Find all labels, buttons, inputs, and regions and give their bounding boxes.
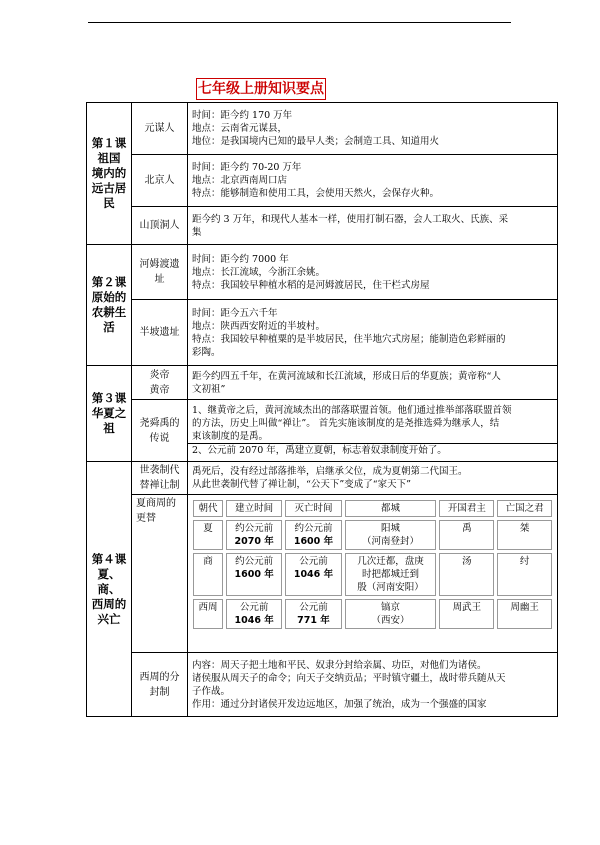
table-row — [87, 495, 558, 653]
content-banpo: 时间：距今五六千年 地点：陕西西安附近的半坡村。 特点：我国较早种植粟的是半坡居民，住半地穴式房屋；能制造色彩鲜丽的 彩陶。 — [188, 300, 558, 366]
table-row — [87, 207, 558, 245]
dynasty-row-shang — [193, 553, 552, 596]
founded-time: 公元前 1046 年 — [226, 599, 282, 629]
table-row — [87, 245, 558, 300]
table-row — [87, 155, 558, 207]
header-rule — [88, 22, 511, 23]
header-founded: 建立时间 — [226, 500, 282, 517]
dynasty-name: 西周 — [193, 599, 223, 629]
knowledge-table — [86, 102, 558, 717]
table-row — [87, 653, 558, 717]
topic-yandi-huangdi: 炎帝 黄帝 — [132, 366, 188, 400]
topic-yuanmou: 元谋人 — [132, 103, 188, 155]
content-yandi-huangdi: 距今约四五千年，在黄河流域和长江流域，形成日后的华夏族；黄帝称“人 文初祖” — [188, 366, 558, 400]
last-ruler: 纣 — [497, 553, 552, 596]
header-dynasty: 朝代 — [193, 500, 223, 517]
page-title: 七年级上册知识要点 — [196, 78, 326, 100]
topic-hemudu: 河姆渡遗 址 — [132, 245, 188, 300]
fell-time: 公元前 771 年 — [285, 599, 341, 629]
founded-time: 约公元前 1600 年 — [226, 553, 282, 596]
content-beijing: 时间：距今约 70-20 万年 地点：北京西南周口店 特点：能够制造和使用工具，会使用天然火，会保存火种。 — [188, 155, 558, 207]
dynasty-table — [190, 497, 555, 632]
table-row — [87, 300, 558, 366]
header-founder: 开国君主 — [439, 500, 494, 517]
last-ruler: 桀 — [497, 520, 552, 550]
content-hemudu: 时间：距今约 7000 年 地点：长江流域，今浙江余姚。 特点：我国较早种植水稻的是河姆渡居民，住干栏式房屋 — [188, 245, 558, 300]
lesson-2-label: 第２课 原始的 农耕生 活 — [87, 245, 132, 366]
dynasty-row-xia — [193, 520, 552, 550]
dynasty-name: 商 — [193, 553, 223, 596]
content-hereditary: 禹死后，没有经过部落推举，启继承父位，成为夏朝第二代国王。 从此世袭制代替了禅让制，“公天下”变成了“家天下” — [188, 462, 558, 495]
founder: 汤 — [439, 553, 494, 596]
founder: 禹 — [439, 520, 494, 550]
content-yao-shun-yu: 1、继黄帝之后，黄河流域杰出的部落联盟首领。他们通过推举部落联盟首领 的方法，历史上叫做“禅让”。 首先实施该制度的是尧推选舜为继承人，结 束该制度的是禹。 2、公元前 2070 年，禹建立夏朝，标志着奴隶制度开始了。 — [188, 400, 558, 462]
capital: 镐京 （西安） — [345, 599, 437, 629]
topic-dynasty-succession: 夏商周的 更替 — [132, 495, 188, 653]
fell-time: 约公元前 1600 年 — [285, 520, 341, 550]
topic-hereditary: 世袭制代 替禅让制 — [132, 462, 188, 495]
last-ruler: 周幽王 — [497, 599, 552, 629]
header-capital: 都城 — [345, 500, 437, 517]
capital: 阳城 （河南登封） — [345, 520, 437, 550]
founded-time: 约公元前 2070 年 — [226, 520, 282, 550]
content-fengjian: 内容：周天子把土地和平民、奴隶分封给亲属、功臣，对他们为诸侯。 诸侯服从周天子的命令；向天子交纳贡品；平时镇守疆土，战时带兵随从天 子作战。 作用：通过分封诸侯开发边远地区，加强了统治，成为一个强盛的国家 — [188, 653, 558, 717]
table-row — [87, 462, 558, 495]
content-dynasty-succession — [188, 495, 558, 653]
topic-beijing: 北京人 — [132, 155, 188, 207]
dynasty-name: 夏 — [193, 520, 223, 550]
founder: 周武王 — [439, 599, 494, 629]
topic-fengjian: 西周的分 封制 — [132, 653, 188, 717]
dynasty-table-header — [193, 500, 552, 517]
table-row — [87, 400, 558, 462]
content-yuanmou: 时间：距今约 170 万年 地点：云南省元谋县， 地位：是我国境内已知的最早人类；会制造工具、知道用火 — [188, 103, 558, 155]
fell-time: 公元前 1046 年 — [285, 553, 341, 596]
topic-shandingdong: 山顶洞人 — [132, 207, 188, 245]
capital: 几次迁都，盘庚 时把都城迁到 殷（河南安阳） — [345, 553, 437, 596]
header-fell: 灭亡时间 — [285, 500, 341, 517]
table-row — [87, 103, 558, 155]
table-row — [87, 366, 558, 400]
topic-yao-shun-yu: 尧舜禹的 传说 — [132, 400, 188, 462]
topic-banpo: 半坡遗址 — [132, 300, 188, 366]
header-last-ruler: 亡国之君 — [497, 500, 552, 517]
dynasty-row-xizhou — [193, 599, 552, 629]
lesson-3-label: 第３课 华夏之 祖 — [87, 366, 132, 462]
content-shandingdong: 距今约 3 万年，和现代人基本一样，使用打制石器，会人工取火、氏族、采 集 — [188, 207, 558, 245]
lesson-1-label: 第１课 祖国 境内的 远古居 民 — [87, 103, 132, 245]
lesson-4-label: 第４课 夏、商、 西周的 兴亡 — [87, 462, 132, 717]
